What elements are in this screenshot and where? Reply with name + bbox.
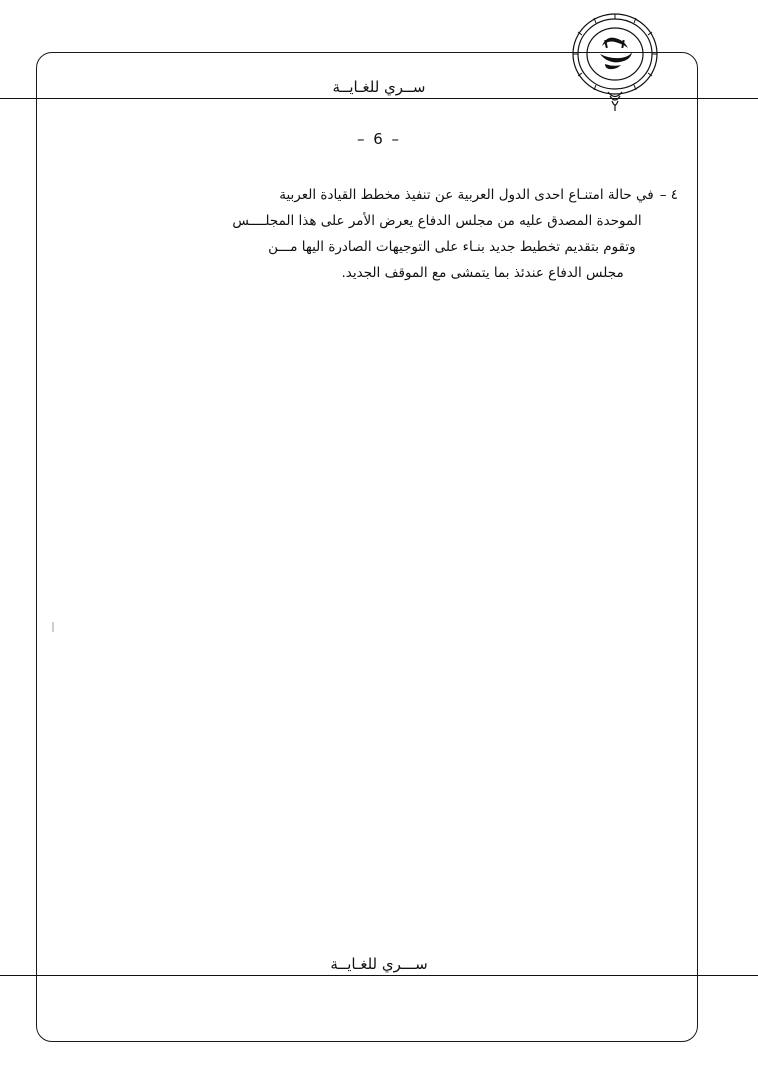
classification-header-top bbox=[0, 78, 758, 99]
classification-text-top: ســري للغـايــة bbox=[0, 78, 758, 99]
page-number: – 6 – bbox=[356, 130, 402, 148]
classification-text-bottom: ســـري للغـايــة bbox=[0, 955, 758, 976]
paragraph-line: الموحدة المصدق عليه من مجلس الدفاع يعرض الأمر على هذا المجلــــس bbox=[232, 213, 642, 229]
classification-footer-bottom bbox=[0, 955, 758, 976]
paragraph-4 bbox=[66, 182, 678, 286]
scan-artifact bbox=[52, 622, 54, 632]
arab-league-emblem-icon bbox=[560, 6, 670, 116]
paragraph-text bbox=[66, 182, 654, 286]
body-paragraph bbox=[66, 182, 678, 286]
paragraph-marker: ٤ – bbox=[659, 187, 678, 203]
paragraph-line: في حالة امتنـاع احدى الدول العربية عن تنفيذ مخطط القيادة العربية bbox=[279, 187, 654, 203]
paragraph-line: مجلس الدفاع عندئذ بما يتمشى مع الموقف الجديد. bbox=[341, 265, 624, 281]
paragraph-line: وتقوم بتقديم تخطيط جديد بنـاء على التوجيهات الصادرة اليها مـــن bbox=[268, 239, 636, 255]
